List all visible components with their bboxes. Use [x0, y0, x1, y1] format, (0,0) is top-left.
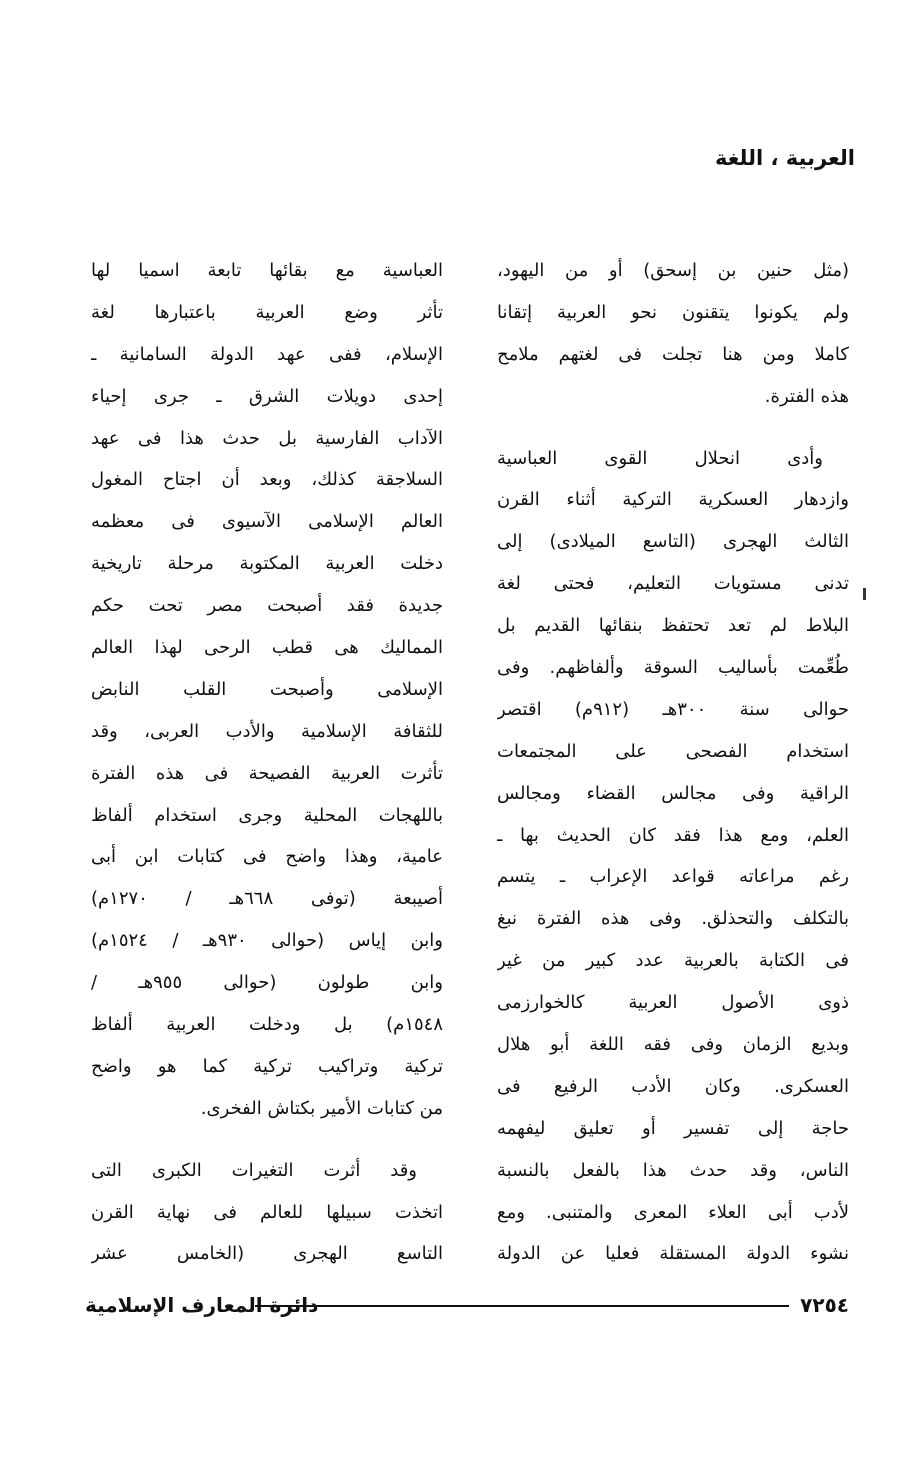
page-number: ٧٢٥٤: [800, 1293, 849, 1317]
text-line: بالتكلف والتحذلق. وفى هذه الفترة نبغ: [497, 908, 849, 930]
text-line: استخدام الفصحى على المجتمعات: [497, 740, 849, 762]
text-line: وازدهار العسكرية التركية أثناء القرن: [497, 489, 849, 511]
text-line: طُعِّمت بأساليب السوقة وألفاظهم. وفى: [497, 657, 849, 679]
text-line: البلاط لم تعد تحتفظ بنقائها القديم بل: [497, 615, 849, 637]
text-line: العباسية مع بقائها تابعة اسميا لها: [91, 260, 443, 281]
text-line: إحدى دويلات الشرق ـ جرى إحياء: [91, 385, 443, 407]
text-line: وأدى انحلال القوى العباسية: [497, 447, 823, 469]
publication-title: دائرة المعارف الإسلامية: [85, 1293, 319, 1317]
paragraph-gap: [91, 1130, 443, 1150]
text-line: الراقية وفى مجالس القضاء ومجالس: [497, 782, 849, 804]
footer-rule: [255, 1305, 789, 1307]
text-line: تدنى مستويات التعليم، فحتى لغة: [497, 573, 849, 595]
right-column: [497, 250, 849, 1275]
text-line: تأثر وضع العربية باعتبارها لغة: [91, 301, 443, 323]
text-line: وبديع الزمان وفى فقه اللغة أبو هلال: [497, 1034, 849, 1056]
text-line: ولم يكونوا يتقنون نحو العربية إتقانا: [497, 301, 849, 323]
text-line: تأثرت العربية الفصيحة فى هذه الفترة: [91, 762, 443, 784]
paragraph: [497, 438, 849, 1276]
text-line: باللهجات المحلية وجرى استخدام ألفاظ: [91, 804, 443, 826]
paragraph-gap: [497, 418, 849, 438]
text-line: الإسلام، ففى عهد الدولة السامانية ـ: [91, 343, 443, 365]
text-line: الإسلامى وأصبحت القلب النابض: [91, 678, 443, 700]
text-line: (مثل حنين بن إسحق) أو من اليهود،: [497, 260, 849, 281]
text-line: العسكرى. وكان الأدب الرفيع فى: [497, 1075, 849, 1097]
text-line: دخلت العربية المكتوبة مرحلة تاريخية: [91, 553, 443, 575]
text-line: حاجة إلى تفسير أو تعليق ليفهمه: [497, 1117, 849, 1139]
text-line: للثقافة الإسلامية والأدب العربى، وقد: [91, 720, 443, 742]
text-line: ذوى الأصول العربية كالخوارزمى: [497, 992, 849, 1014]
text-line: وابن طولون (حوالى ٩٥٥هـ /: [91, 972, 443, 994]
margin-mark: [863, 588, 866, 600]
text-line: وابن إياس (حوالى ٩٣٠هـ / ١٥٢٤م): [91, 930, 443, 952]
text-line: كاملا ومن هنا تجلت فى لغتهم ملامح: [497, 343, 849, 365]
text-line: من كتابات الأمير بكتاش الفخرى.: [200, 1097, 443, 1119]
text-line: وقد أثرت التغيرات الكبرى التى: [91, 1159, 417, 1181]
text-line: أصيبعة (توفى ٦٦٨هـ / ١٢٧٠م): [91, 888, 443, 910]
text-line: جديدة فقد أصبحت مصر تحت حكم: [91, 595, 443, 617]
text-line: المماليك هى قطب الرحى لهذا العالم: [91, 637, 443, 659]
paragraph: [91, 250, 443, 1130]
text-line: العلم، ومع هذا فقد كان الحديث بها ـ: [497, 824, 849, 846]
text-line: نشوء الدولة المستقلة فعليا عن الدولة: [497, 1243, 849, 1265]
left-column: [91, 250, 443, 1275]
page-footer: [85, 1290, 849, 1320]
text-line: ١٥٤٨م) بل ودخلت العربية ألفاظ: [91, 1014, 443, 1036]
running-head: العربية ، اللغة: [714, 146, 855, 170]
text-line: هذه الفترة.: [764, 385, 849, 407]
paragraph: [91, 1150, 443, 1276]
text-line: الناس، وقد حدث هذا بالفعل بالنسبة: [497, 1159, 849, 1181]
text-line: السلاجقة كذلك، وبعد أن اجتاح المغول: [91, 469, 443, 491]
paragraph: [497, 250, 849, 418]
text-line: اتخذت سبيلها للعالم فى نهاية القرن: [91, 1201, 443, 1223]
text-line: حوالى سنة ٣٠٠هـ (٩١٢م) اقتصر: [497, 698, 849, 720]
text-line: تركية وتراكيب تركية كما هو واضح: [91, 1055, 443, 1077]
text-line: التاسع الهجرى (الخامس عشر: [91, 1243, 443, 1265]
text-line: فى الكتابة بالعربية عدد كبير من غير: [497, 950, 849, 972]
text-line: رغم مراعاته قواعد الإعراب ـ يتسم: [497, 866, 849, 888]
text-line: عامية، وهذا واضح فى كتابات ابن أبى: [91, 846, 443, 868]
text-line: الآداب الفارسية بل حدث هذا فى عهد: [91, 427, 443, 449]
text-line: الثالث الهجرى (التاسع الميلادى) إلى: [497, 531, 849, 553]
text-line: لأدب أبى العلاء المعرى والمتنبى. ومع: [497, 1201, 849, 1223]
text-line: العالم الإسلامى الآسيوى فى معظمه: [91, 511, 443, 533]
